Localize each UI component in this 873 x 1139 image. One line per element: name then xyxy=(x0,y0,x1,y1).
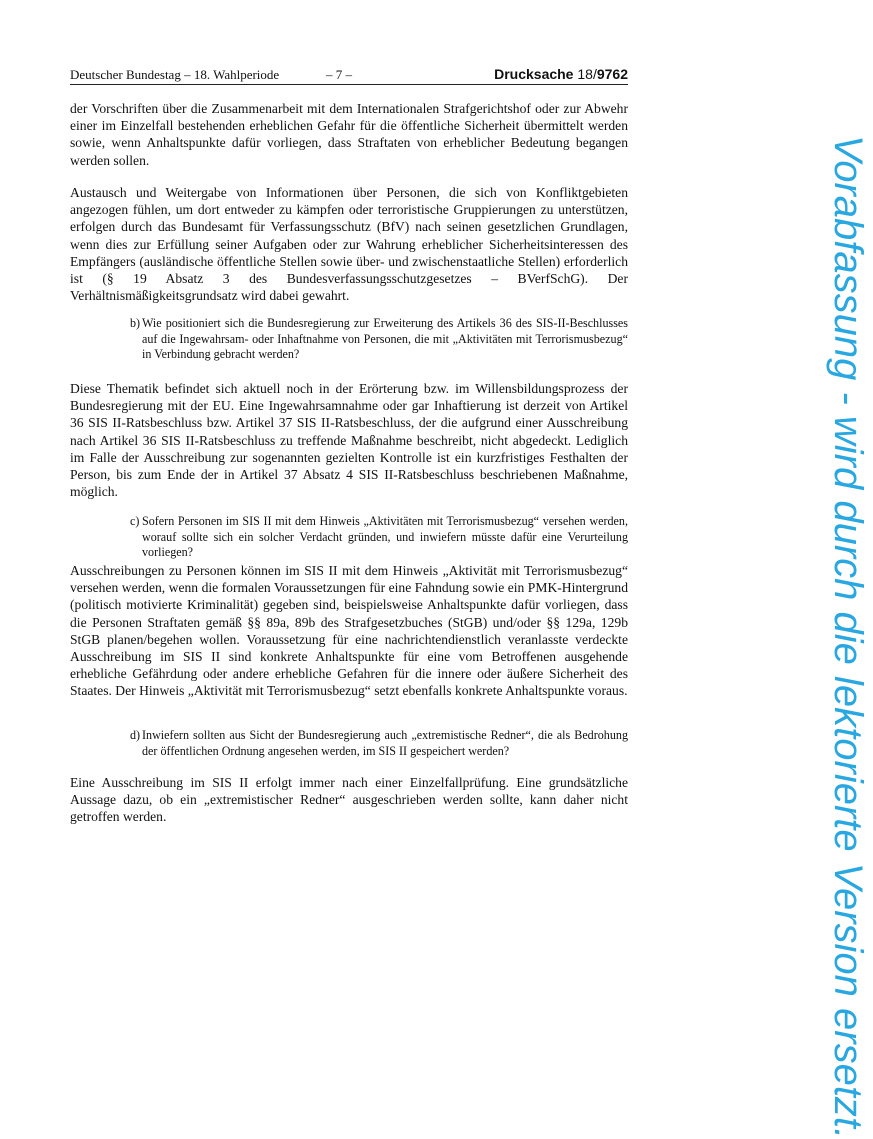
question-b xyxy=(130,316,628,363)
header-parliament: Deutscher Bundestag – 18. Wahlperiode xyxy=(70,67,280,82)
header-doc-label: Drucksache xyxy=(494,66,574,82)
question-d xyxy=(130,728,628,759)
paragraph-4: Ausschreibungen zu Personen können im SIS II mit dem Hinweis „Aktivität mit Terrorismusbezug“ versehen werden, wenn die formalen Voraussetzungen für eine Fahndung sowie ein PMK-Hintergrund (politisch motivierte Kriminalität) gegeben sind, beispielsweise Anhaltspunkte dafür vorliegen, dass die Personen Straftaten gemäß §§ 89a, 89b des Strafgesetzbuches (StGB) und/oder §§ 129a, 129b StGB planen/begehen wollen. Voraussetzung für eine nachrichtendienstlich veranlasste verdeckte Ausschreibung im SIS II sind konkrete Anhaltspunkte für eine vom Betroffenen ausgehende erhebliche Gefährdung oder andere erhebliche Gefahren für die innere oder äußere Sicherheit des Staates. Der Hinweis „Aktivität mit Terrorismusbezug“ setzt ebenfalls konkrete Anhaltspunkte voraus. xyxy=(70,563,628,699)
paragraph-5: Eine Ausschreibung im SIS II erfolgt immer nach einer Einzelfallprüfung. Eine grundsätzliche Aussage dazu, ob ein „extremistischer Redner“ ausgeschrieben werden sollte, kann daher nicht getroffen werden. xyxy=(70,775,628,825)
header-rule xyxy=(70,84,628,85)
question-text: Wie positioniert sich die Bundesregierung zur Erweiterung des Artikels 36 des SIS-II-Beschlusses auf die Ingewahrsam- oder Inhaftnahme von Personen, die mit „Aktivitäten mit Terrorismusbezug“ in Verbindung gebracht werden? xyxy=(142,316,628,362)
question-c xyxy=(130,514,628,561)
question-label: d) xyxy=(130,728,141,742)
header-doc-number: 9762 xyxy=(596,66,628,82)
paragraph-1: der Vorschriften über die Zusammenarbeit mit dem Internationalen Strafgerichtshof oder zur Abwehr einer im Einzelfall bestehenden erheblichen Gefahr für die öffentliche Sicherheit übermittelt werden sowie, wenn Anhaltspunkte dafür vorliegen, dass Straftaten von erheblicher Bedeutung begangen werden sollen. xyxy=(70,101,628,168)
header-document-number xyxy=(494,65,628,83)
paragraph-2: Austausch und Weitergabe von Informationen über Personen, die sich von Konfliktgebieten angezogen fühlen, um dort entweder zu kämpfen oder terroristische Gruppierungen zu unterstützen, erfolgen durch das Bundesamt für Verfassungsschutz (BfV) nach seinen gesetzlichen Grundlagen, wenn dies zur Erfüllung seiner Aufgaben oder zur Wahrung erheblicher Sicherheitsinteressen des Empfängers (ausländische öffentliche Stellen sowie über- und zwischenstaatliche Stellen) erforderlich ist (§ 19 Absatz 3 des Bundesverfassungsschutzgesetzes – BVerfSchG). Der Verhältnismäßigkeitsgrundsatz wird dabei gewahrt. xyxy=(70,185,628,304)
header-page-number: – 7 – xyxy=(326,67,352,82)
page-header xyxy=(70,66,628,84)
question-label: b) xyxy=(130,316,141,330)
header-doc-prefix: 18/ xyxy=(577,66,597,82)
paragraph-3: Diese Thematik befindet sich aktuell noch in der Erörterung bzw. im Willensbildungsprozess der Bundesregierung mit der EU. Eine Ingewahrsamnahme oder gar Inhaftierung ist derzeit von Artikel 36 SIS II-Ratsbeschluss bzw. Artikel 37 SIS II-Ratsbeschluss, der die aufgrund einer Ausschreibung nach Artikel 36 SIS II-Ratsbeschluss zu treffende Maßnahme beschreibt, nicht abgedeckt. Lediglich im Falle der Ausschreibung zur sogenannten gezielten Kontrolle ist ein kurzfristiges Festhalten der Person, bis zum Ende der in Artikel 37 Absatz 4 SIS II-Ratsbeschluss beschriebenen Maßnahme, möglich. xyxy=(70,381,628,500)
draft-watermark: Vorabfassung - wird durch die lektorierte Version ersetzt. xyxy=(826,135,870,1139)
question-text: Sofern Personen im SIS II mit dem Hinweis „Aktivitäten mit Terrorismusbezug“ versehen werden, worauf sollte sich ein solcher Verdacht gründen, und inwiefern müsste dafür eine Verurteilung vorliegen? xyxy=(142,514,628,560)
question-text: Inwiefern sollten aus Sicht der Bundesregierung auch „extremistische Redner“, die als Bedrohung der öffentlichen Ordnung angesehen werden, im SIS II gespeichert werden? xyxy=(142,728,628,758)
question-label: c) xyxy=(130,514,140,528)
